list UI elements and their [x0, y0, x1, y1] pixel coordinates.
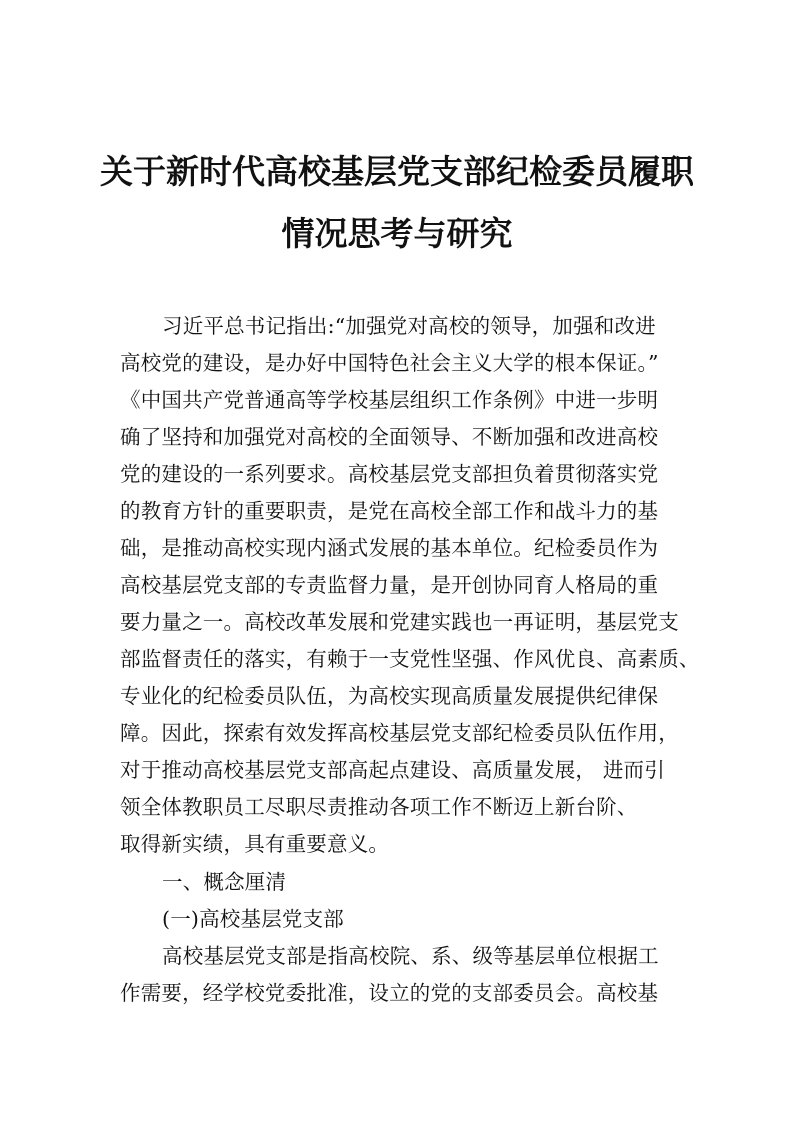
body-line: 高校基层党支部是指高校院、系、级等基层单位根据工	[162, 944, 659, 968]
body-line: 取得新实绩，具有重要意义。	[120, 832, 390, 856]
body-line: 础，是推动高校实现内涵式发展的基本单位。纪检委员作为	[120, 536, 659, 560]
body-line: 领全体教职员工尽职尽责推动各项工作不断迈上新台阶、	[120, 795, 638, 819]
body-line: 的教育方针的重要职责，是党在高校全部工作和战斗力的基	[120, 499, 659, 523]
body-line: 要力量之一。高校改革发展和党建实践也一再证明，基层党支	[120, 610, 679, 634]
body-line: 障。因此，探索有效发挥高校基层党支部纪检委员队伍作用，	[120, 721, 679, 745]
body-line: 习近平总书记指出:“加强党对高校的领导，加强和改进	[162, 314, 656, 338]
body-line: 高校党的建设，是办好中国特色社会主义大学的根本保证。”	[120, 351, 659, 375]
body-line: 对于推动高校基层党支部高起点建设、高质量发展， 进而引	[120, 758, 665, 782]
document-title-line-2: 情况思考与研究	[281, 214, 513, 253]
body-line: 《中国共产党普通高等学校基层组织工作条例》中进一步明	[120, 388, 659, 412]
body-line: 部监督责任的落实，有赖于一支党性坚强、作风优良、高素质、	[120, 647, 700, 671]
body-line: 专业化的纪检委员队伍，为高校实现高质量发展提供纪律保	[120, 684, 659, 708]
body-line: 高校基层党支部的专责监督力量，是开创协同育人格局的重	[120, 573, 659, 597]
body-line: 党的建设的一系列要求。高校基层党支部担负着贯彻落实党	[120, 462, 659, 486]
body-line: 作需要，经学校党委批准，设立的党的支部委员会。高校基	[120, 981, 659, 1005]
body-line: 确了坚持和加强党对高校的全面领导、不断加强和改进高校	[120, 425, 659, 449]
document-title-line-1: 关于新时代高校基层党支部纪检委员履职	[100, 152, 694, 191]
section-heading: 一、概念厘清	[162, 870, 287, 894]
subsection-heading: (一)高校基层党支部	[162, 907, 344, 931]
